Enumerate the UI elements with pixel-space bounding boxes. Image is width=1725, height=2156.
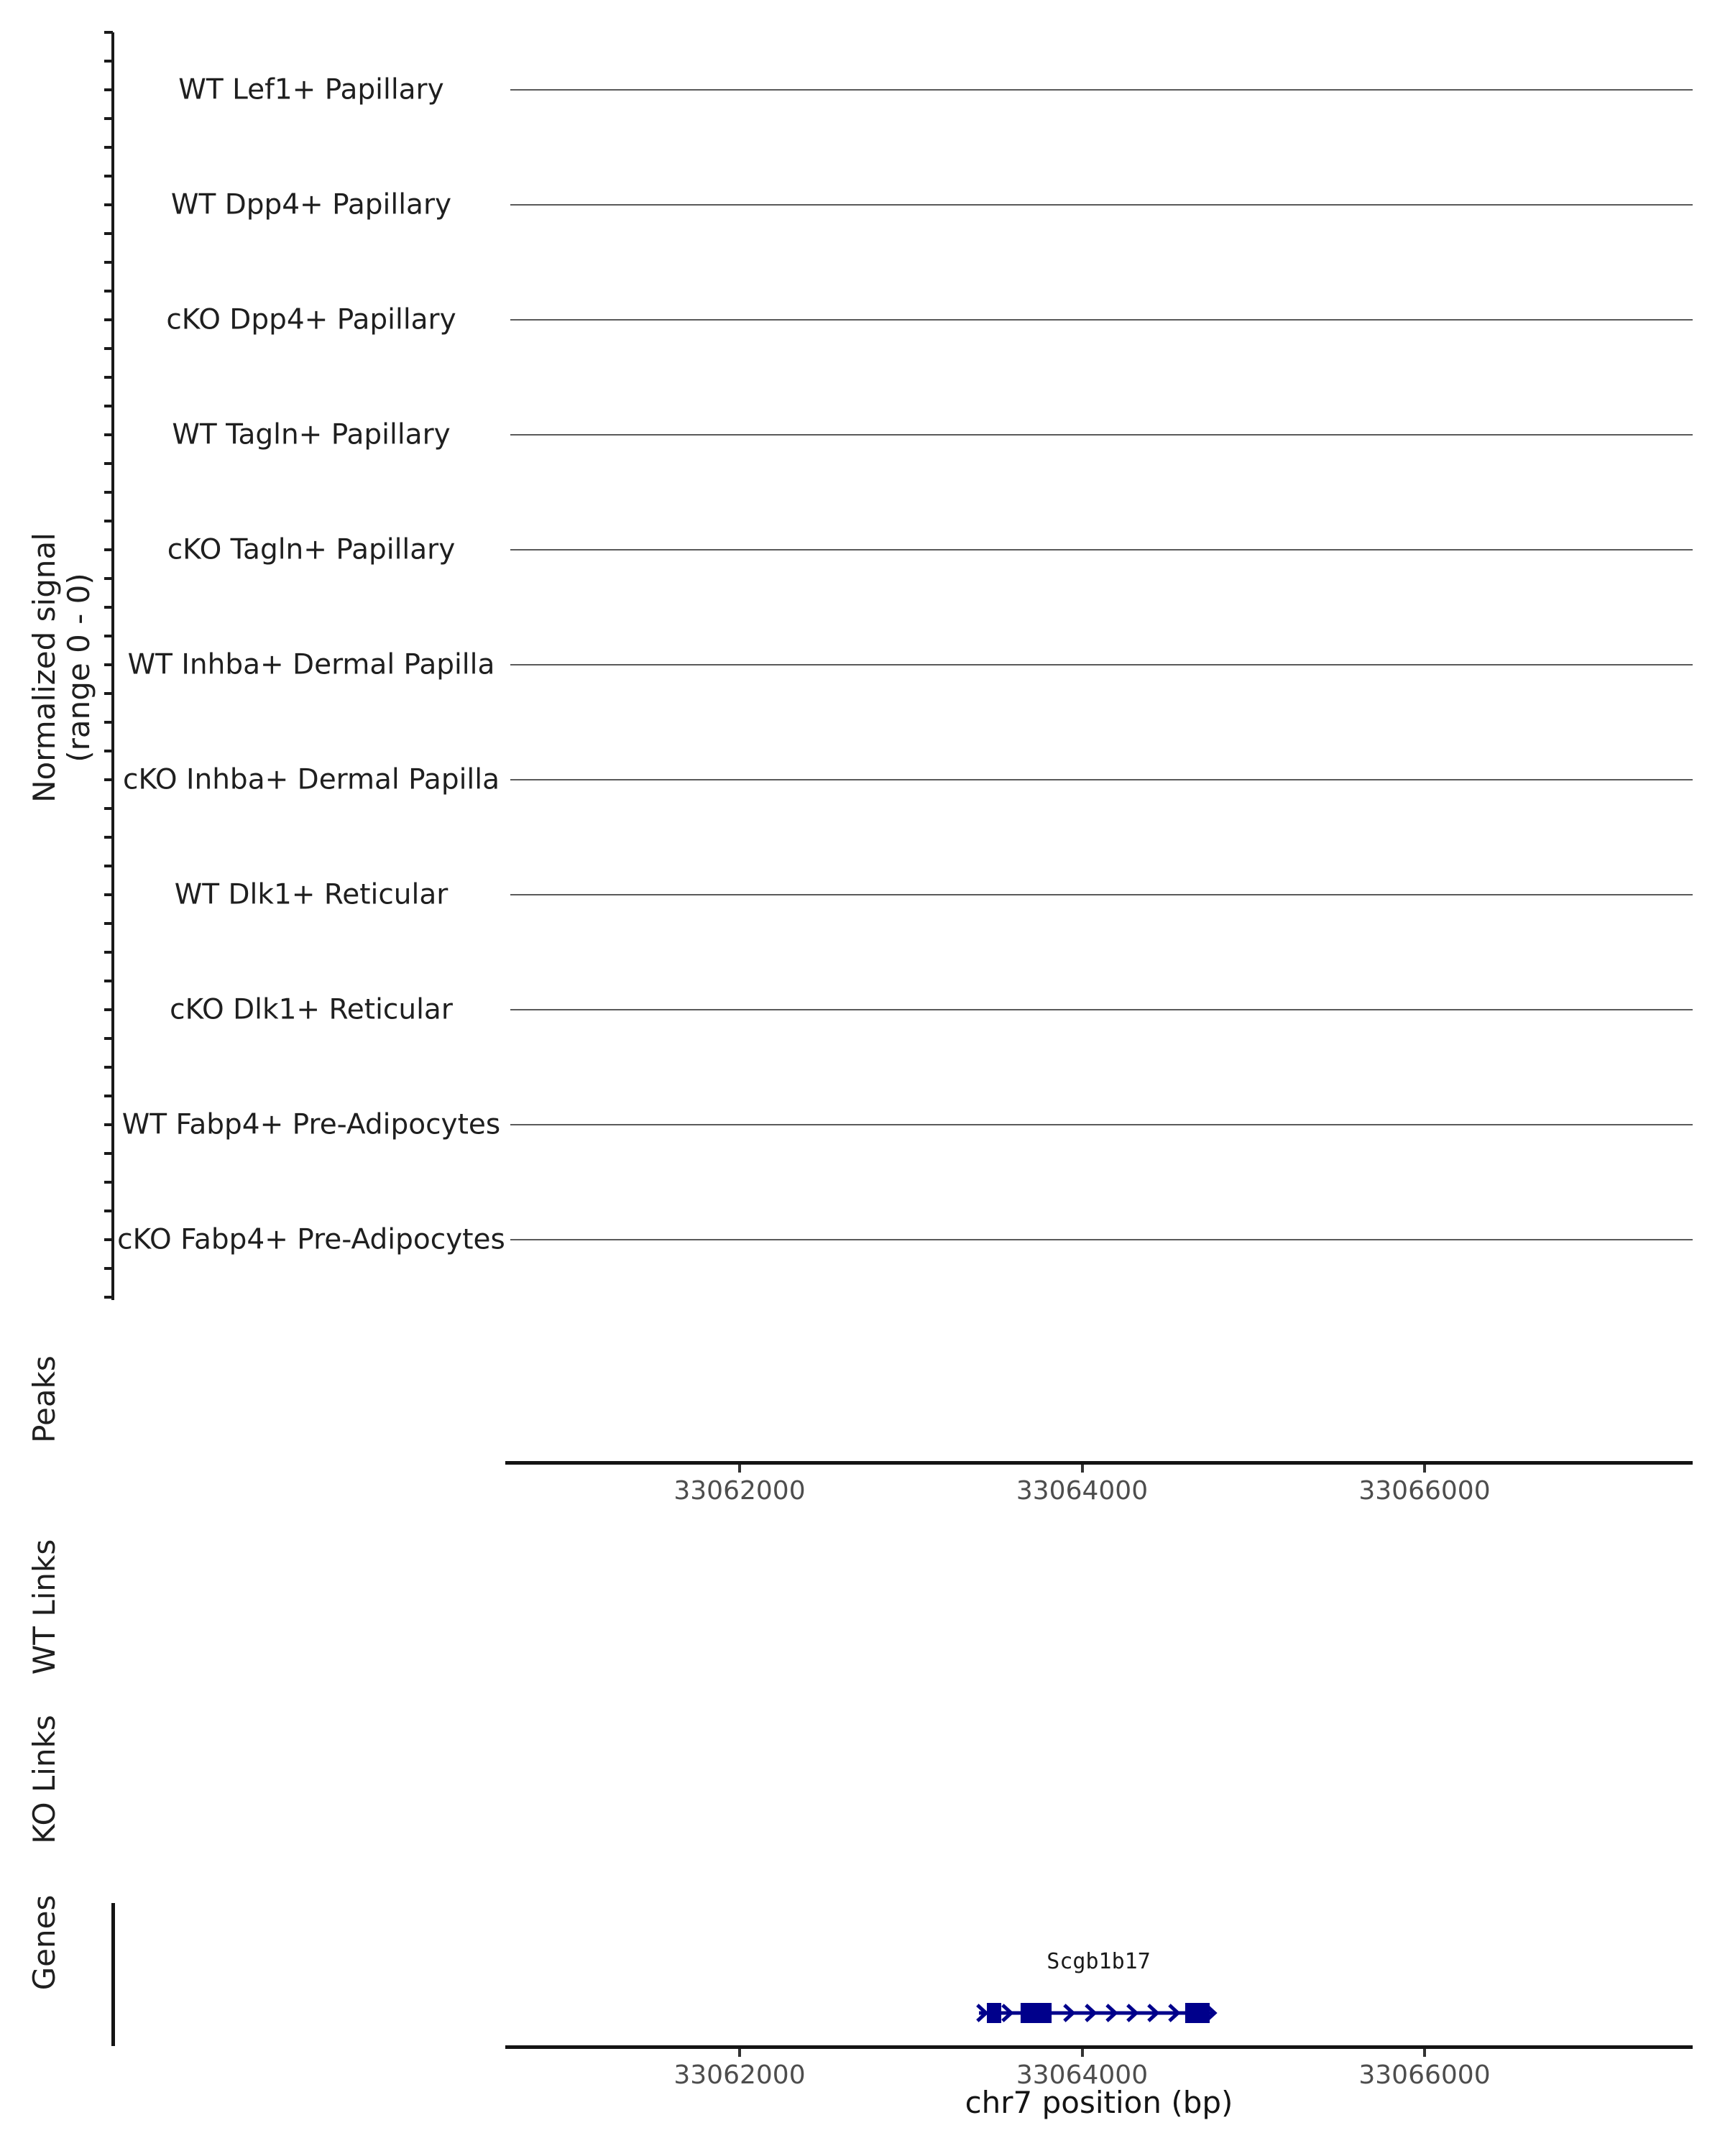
- track-label: cKO Tagln+ Papillary: [167, 533, 456, 566]
- gene-exon: [987, 2003, 1001, 2023]
- track-signal-line: [510, 89, 1693, 91]
- signal-axis-tick: [104, 290, 113, 292]
- gene-exon: [1185, 2003, 1210, 2023]
- signal-axis-tick: [104, 951, 113, 954]
- signal-axis-tick: [104, 1267, 113, 1270]
- axis-tick-label: 33066000: [1358, 2060, 1491, 2090]
- signal-axis-tick: [104, 922, 113, 925]
- genes-axis-bracket: [111, 1903, 115, 2046]
- track-signal-line: [510, 779, 1693, 780]
- track-signal-line: [510, 549, 1693, 550]
- track-signal-line: [510, 1009, 1693, 1010]
- track-label: WT Dlk1+ Reticular: [174, 878, 448, 911]
- axis-tick-label: 33062000: [673, 1476, 806, 1506]
- axis-tick: [1081, 1465, 1084, 1473]
- signal-axis-tick: [104, 577, 113, 580]
- ko-links-section-label: KO Links: [26, 1715, 62, 1844]
- track-signal-line: [510, 434, 1693, 436]
- axis-tick: [1081, 2049, 1084, 2057]
- track-label: cKO Dpp4+ Papillary: [166, 303, 456, 336]
- axis-tick-label: 33062000: [673, 2060, 806, 2090]
- axis-tick: [738, 1465, 741, 1473]
- signal-axis-tick: [104, 376, 113, 379]
- track-signal-line: [510, 319, 1693, 321]
- signal-axis-tick: [104, 520, 113, 522]
- signal-axis-tick: [104, 405, 113, 407]
- signal-axis-tick: [104, 692, 113, 695]
- track-label: WT Inhba+ Dermal Papilla: [127, 648, 495, 681]
- y-axis-title: [27, 533, 96, 803]
- axis-tick: [1423, 1465, 1426, 1473]
- signal-axis-tick: [104, 548, 113, 551]
- signal-axis-tick: [104, 1095, 113, 1097]
- gene-exon: [1021, 2003, 1052, 2023]
- signal-axis-tick: [104, 1210, 113, 1212]
- gene-model: [503, 1991, 1294, 2041]
- x-axis-line: [505, 2045, 1693, 2049]
- track-signal-line: [510, 1124, 1693, 1125]
- track-label: cKO Fabp4+ Pre-Adipocytes: [117, 1223, 505, 1256]
- signal-axis-tick: [104, 318, 113, 321]
- signal-axis-tick: [104, 980, 113, 982]
- axis-tick-label: 33064000: [1016, 1476, 1149, 1506]
- signal-axis-tick: [104, 232, 113, 235]
- y-axis-title-line1: Normalized signal: [27, 533, 62, 803]
- signal-axis-tick: [104, 836, 113, 839]
- axis-tick-label: 33066000: [1358, 1476, 1491, 1506]
- track-signal-line: [510, 204, 1693, 206]
- signal-axis-tick: [104, 893, 113, 896]
- signal-axis-tick: [104, 1008, 113, 1011]
- signal-axis-tick: [104, 117, 113, 120]
- signal-axis-tick: [104, 1238, 113, 1241]
- peaks-axis-line: [505, 1461, 1693, 1465]
- x-axis-title: chr7 position (bp): [965, 2085, 1233, 2120]
- signal-axis-tick: [104, 663, 113, 666]
- track-label: cKO Inhba+ Dermal Papilla: [123, 763, 500, 796]
- track-label: WT Lef1+ Papillary: [178, 73, 444, 106]
- signal-axis-tick: [104, 88, 113, 91]
- axis-tick: [738, 2049, 741, 2057]
- track-label: WT Fabp4+ Pre-Adipocytes: [121, 1108, 501, 1141]
- signal-axis-tick: [104, 807, 113, 810]
- signal-axis-tick: [104, 491, 113, 494]
- signal-axis-tick: [104, 175, 113, 178]
- signal-axis-tick: [104, 261, 113, 264]
- signal-axis-tick: [104, 750, 113, 752]
- track-signal-line: [510, 1239, 1693, 1240]
- signal-axis-tick: [104, 1181, 113, 1184]
- genes-section-label: Genes: [26, 1894, 62, 1991]
- signal-axis-tick: [104, 347, 113, 350]
- axis-tick-label: 33064000: [1016, 2060, 1149, 2090]
- signal-axis-tick: [104, 462, 113, 465]
- signal-axis-tick: [104, 1296, 113, 1299]
- gene-name-label: Scgb1b17: [1046, 1949, 1151, 1974]
- y-axis-title-line2: (range 0 - 0): [61, 573, 96, 763]
- signal-axis-tick: [104, 778, 113, 781]
- axis-tick: [1423, 2049, 1426, 2057]
- track-label: cKO Dlk1+ Reticular: [170, 993, 453, 1026]
- signal-axis-tick: [104, 60, 113, 63]
- wt-links-section-label: WT Links: [26, 1539, 62, 1675]
- signal-axis-tick: [104, 1152, 113, 1155]
- signal-axis-tick: [104, 606, 113, 609]
- peaks-section-label: Peaks: [26, 1355, 62, 1443]
- signal-axis-tick: [104, 721, 113, 724]
- signal-axis-tick: [104, 203, 113, 206]
- track-signal-line: [510, 894, 1693, 895]
- signal-axis-tick: [104, 865, 113, 867]
- signal-axis-tick: [104, 1123, 113, 1126]
- signal-axis-tick: [104, 433, 113, 436]
- signal-axis-tick: [104, 1066, 113, 1069]
- signal-axis-tick: [104, 635, 113, 637]
- track-label: WT Dpp4+ Papillary: [170, 188, 452, 221]
- track-signal-line: [510, 664, 1693, 665]
- signal-axis-tick: [104, 146, 113, 149]
- signal-axis-tick: [104, 1037, 113, 1040]
- signal-axis-bracket: [111, 32, 114, 1300]
- track-label: WT Tagln+ Papillary: [172, 418, 451, 451]
- signal-axis-tick: [104, 31, 113, 34]
